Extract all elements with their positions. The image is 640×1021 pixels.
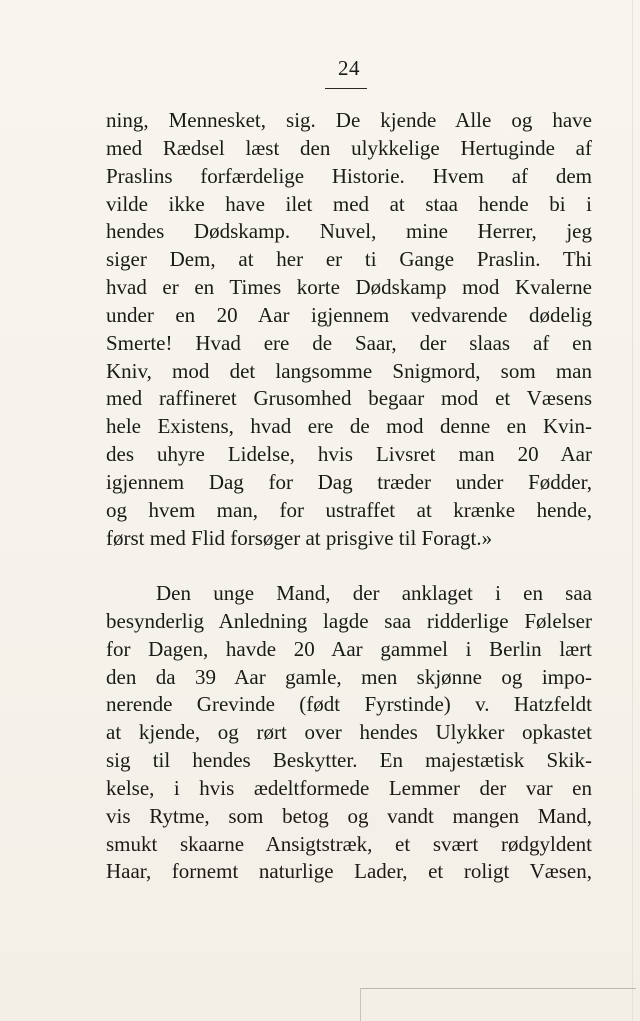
text-line: for Dagen, havde 20 Aar gammel i Berlin lært — [106, 636, 592, 661]
text-line: sig til hendes Beskytter. En majestætisk Skik- — [106, 748, 592, 773]
text-line: siger Dem, at her er ti Gange Praslin. Thi — [106, 247, 592, 272]
paper-edge-bottom — [360, 988, 636, 989]
text-line: den da 39 Aar gamle, men skjønne og impo- — [106, 664, 592, 689]
text-line: Haar, fornemt naturlige Lader, et roligt Væsen, — [106, 859, 592, 884]
text-line: Praslins forfærdelige Historie. Hvem af dem — [106, 163, 592, 188]
text-line: hvad er en Times korte Dødskamp mod Kvalerne — [106, 275, 592, 300]
paper-edge-left — [360, 988, 361, 1021]
text-line: Smerte! Hvad ere de Saar, der slaas af en — [106, 330, 592, 355]
text-line: besynderlig Anledning lagde saa ridderlige Følelser — [106, 608, 592, 633]
text-line: des uhyre Lidelse, hvis Livsret man 20 Aar — [106, 442, 592, 467]
text-line: at kjende, og rørt over hendes Ulykker opkastet — [106, 720, 592, 745]
page-number: 24 — [338, 56, 360, 80]
text-line: igjennem Dag for Dag træder under Fødder, — [106, 469, 592, 494]
paragraph-1 — [106, 107, 592, 553]
text-line: hendes Dødskamp. Nuvel, mine Herrer, jeg — [106, 219, 592, 244]
text-line: kelse, i hvis ædeltformede Lemmer der var en — [106, 775, 592, 800]
text-line: Kniv, mod det langsomme Snigmord, som man — [106, 358, 592, 383]
text-line: vilde ikke have ilet med at staa hende bi i — [106, 191, 592, 216]
text-line: Den unge Mand, der anklaget i en saa — [156, 581, 592, 605]
text-line: ning, Mennesket, sig. De kjende Alle og have — [106, 108, 592, 132]
text-line: med raffineret Grusomhed begaar mod et Væsens — [106, 386, 592, 411]
text-line: hele Existens, hvad ere de mod denne en Kvin- — [106, 414, 592, 439]
page-number-rule — [325, 88, 367, 89]
text-line: først med Flid forsøger at prisgive til Foragt.» — [106, 525, 493, 550]
text-line: med Rædsel læst den ulykkelige Hertuginde af — [106, 135, 592, 160]
text-line: vis Rytme, som betog og vandt mangen Mand, — [106, 803, 592, 828]
text-line: nerende Grevinde (født Fyrstinde) v. Hatzfeldt — [106, 692, 592, 717]
text-line: under en 20 Aar igjennem vedvarende dødelig — [106, 302, 592, 327]
text-line: og hvem man, for ustraffet at krænke hende, — [106, 497, 592, 522]
paragraph-2 — [106, 580, 592, 886]
text-line: smukt skaarne Ansigtstræk, et svært rødgyldent — [106, 831, 592, 856]
paper-edge-right — [632, 0, 633, 1021]
